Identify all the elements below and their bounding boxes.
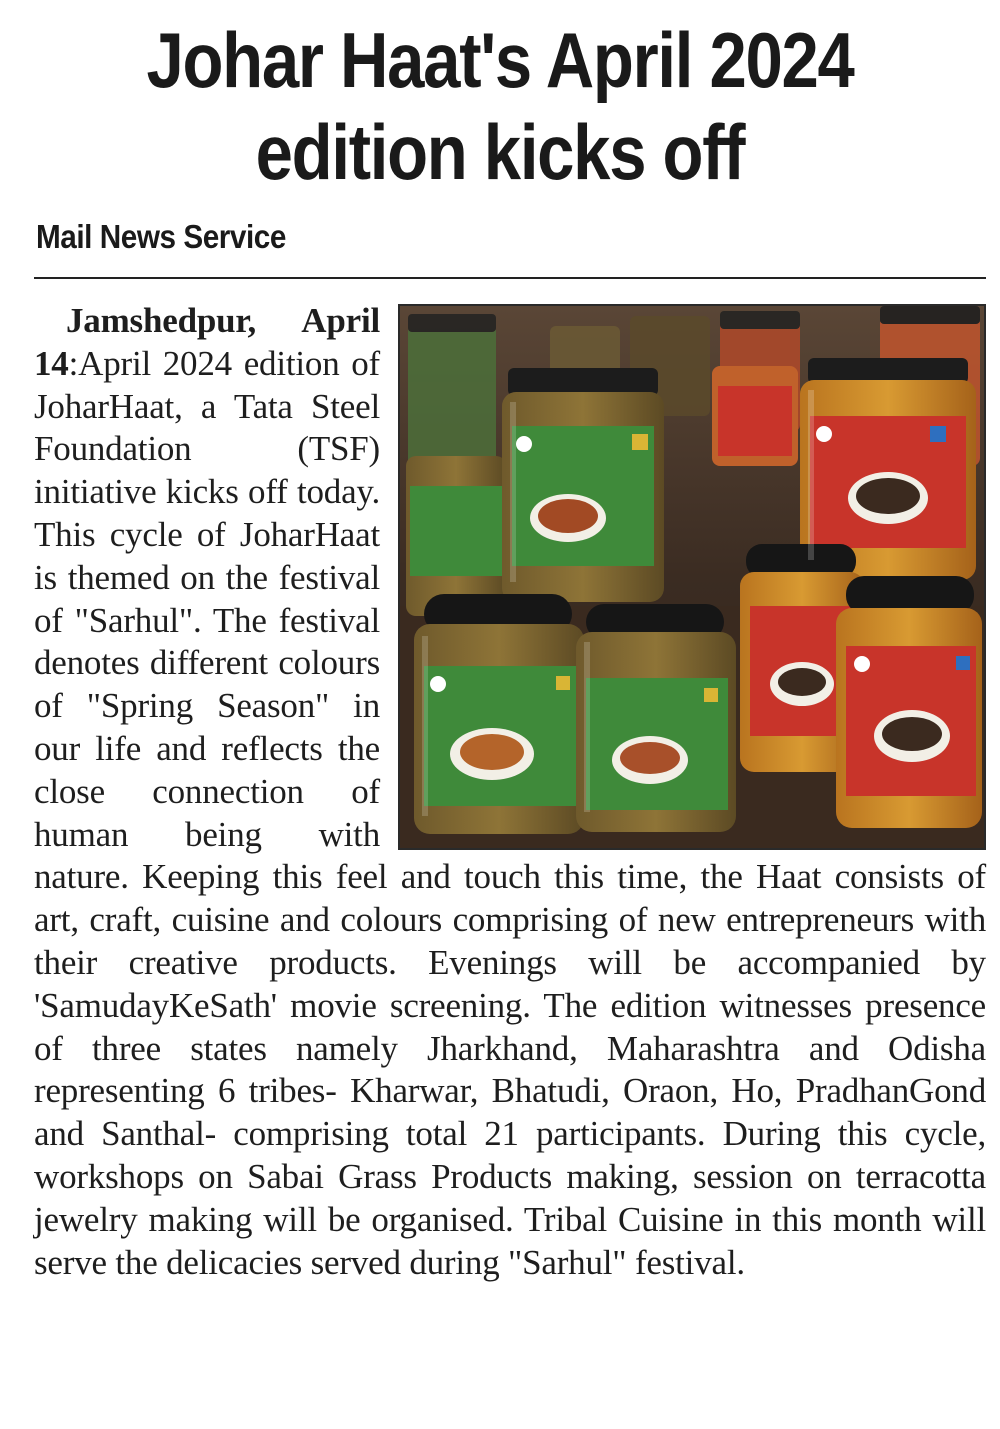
divider [34,277,986,279]
byline: Mail News Service [36,218,286,255]
headline-line-1: Johar Haat's April 2024 [146,16,854,104]
dateline: Jamshedpur, April 14 [34,301,380,383]
article-text: :April 2024 edition of JoharHaat, a Tata Steel Foundation (TSF) initiative kicks off today. This cycle of JoharHaat is themed on the festival of "Sarhul". The festival denotes different colours of "Spring Season" in our life and reflects the close connection of human being with nature. Keeping this feel and touch this time, the Haat consists of art, craft, cuisine and colours comprising of new entrepreneurs with their creative products. Evenings will be accompanied by 'SamudayKeSath' movie screening. The edition witnesses presence of three states namely Jharkhand, Maharashtra and Odisha representing 6 tribes- Kharwar, Bhatudi, Oraon, Ho, PradhanGond and Santhal- comprising total 21 participants. During this cycle, workshops on Sabai Grass Products making, session on terracotta jewelry making will be organised. Tribal Cuisine in this month will serve the delicacies served during "Sarhul" festival. [34,343,986,1282]
headline [70,14,930,198]
pickle-jars-photo [398,304,986,850]
headline-line-2: edition kicks off [255,108,745,196]
article-body [34,300,986,1284]
